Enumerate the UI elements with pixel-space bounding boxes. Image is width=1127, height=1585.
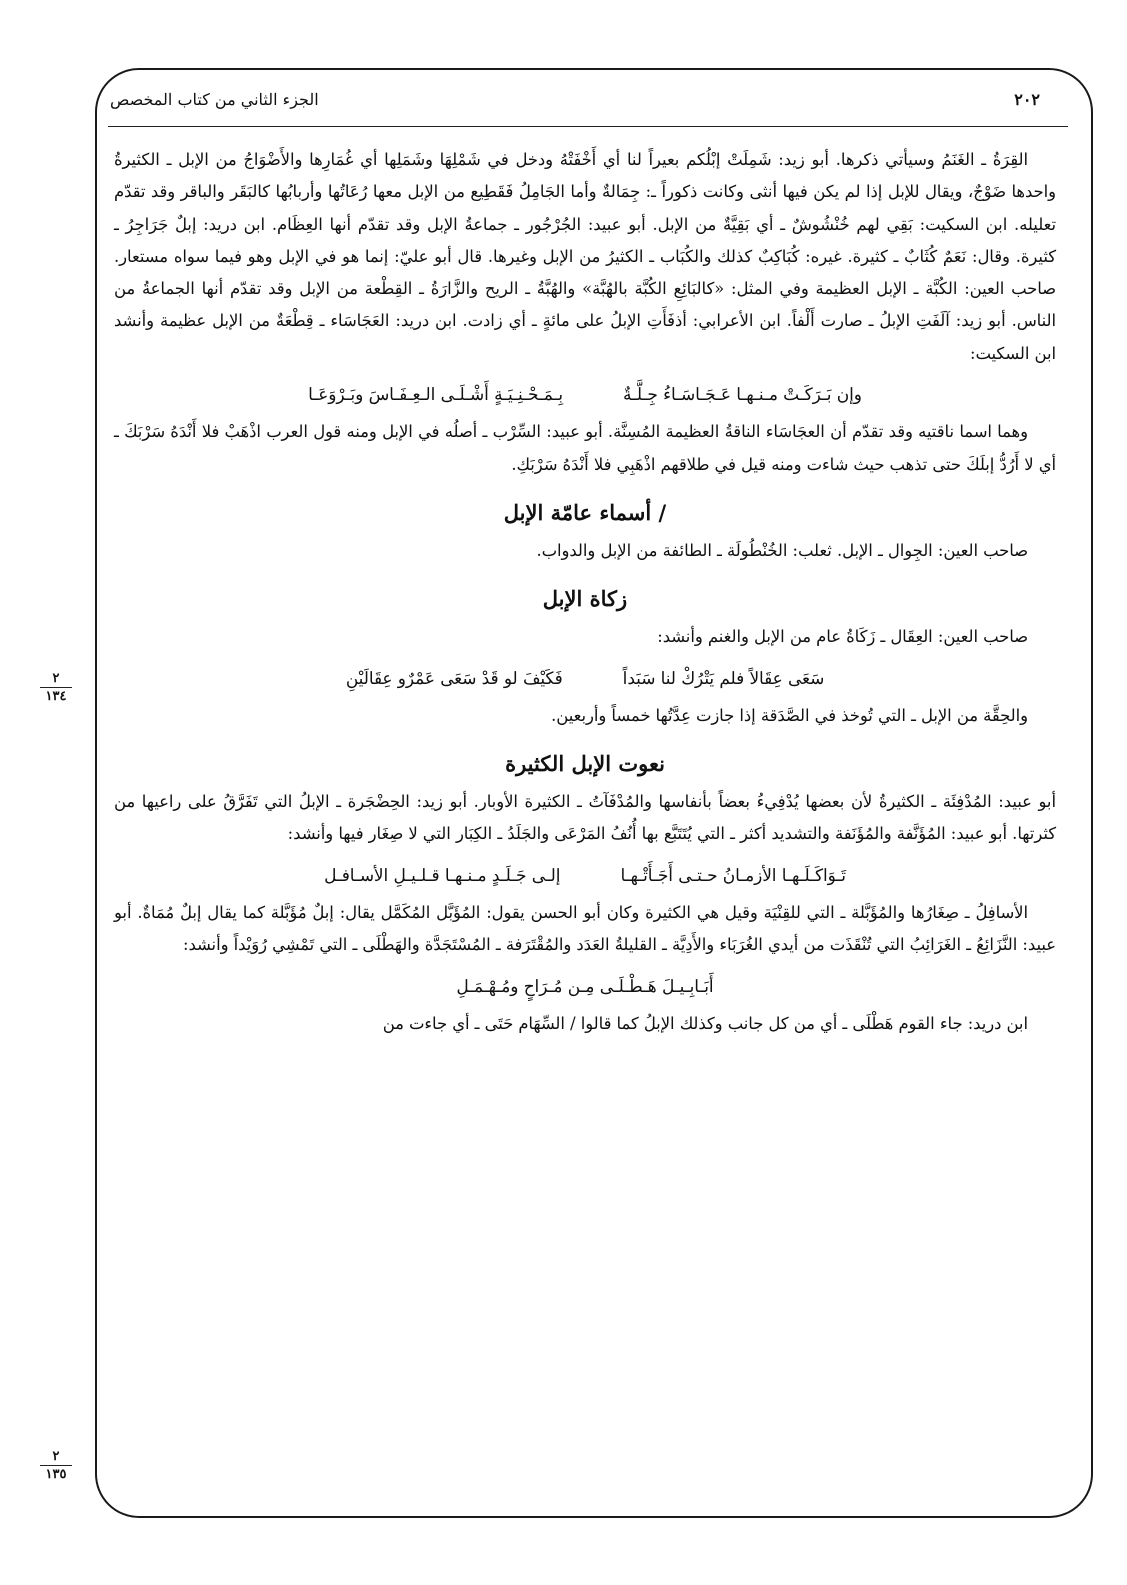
- paragraph: صاحب العين: العِقَال ـ زَكَاةُ عام من الإبل والغنم وأنشد:: [657, 627, 1028, 647]
- paragraph: والحِقَّة من الإبل ـ التي تُوخذ في الصَّدَقة إذا جازت عِدَّتُها خمساً وأربعين.: [551, 705, 1028, 725]
- marginal-part-number: ٢: [52, 1449, 60, 1464]
- paragraph: ابن دريد: جاء القوم هَطْلَى ـ أي من كل جانب وكذلك الإبلُ كما قالوا / السِّهَام حَتَى ـ أي جاءت من: [382, 1013, 1028, 1033]
- running-title: الجزء الثاني من كتاب المخصص: [110, 90, 319, 109]
- marginal-page-number: ١٣٤: [45, 689, 67, 704]
- verse-first-hemistich: سَعَى عِقَالاً فلم يَتْرُكْ لنا سَبَداً: [622, 667, 825, 688]
- page-header: [110, 84, 1060, 124]
- header-rule: [108, 126, 1068, 127]
- verse: [114, 859, 1056, 891]
- verse-first-hemistich: وإن بَـرَكَـتْ مـنـهـا عَـجَـاسَـاءُ جِـلَّـةٌ: [623, 384, 862, 405]
- verse-second-hemistich: بِـمَـحْـنِـيَـةٍ أَشْـلَـى الـعِـفَـاسَ وبَـرْوَعَـا: [308, 384, 563, 405]
- paragraph: صاحب العين: الجِوال ـ الإبل. ثعلب: الخُنْطُولَة ـ الطائفة من الإبل والدواب.: [536, 540, 1028, 560]
- paragraph: الأسافِلُ ـ صِغَارُها والمُؤَبَّلة ـ التي للقِنْيَة وقيل هي الكثيرة وكان أبو الحسن يقول: المُؤَبَّل المُكَمَّل يقال: إبلٌ مُؤَبَّلة كما يقال إبلٌ مُمَاةٌ. أبو عبيد: النَّزَائِعُ ـ الغَرَائِبُ التي تُنْقَذَت من أيدي الغُرَبَاء والأَدِيَّة ـ القليلةُ العَدَد والمُقْتَرَفة ـ المُسْتَجَدَّة والهَطْلَى ـ التي تَمْشِي رُوَيْداً وأنشد:: [114, 903, 1056, 955]
- verse-second-hemistich: إلـى جَـلَـدٍ مـنـهـا قـلـيـلِ الأسـافـل: [324, 864, 561, 885]
- verse-first-hemistich: تَـوَاكَـلَـهـا الأزمـانُ حـتـى أَجَـأَتْـهـا: [620, 864, 846, 885]
- paragraph: أبو عبيد: المُدْفِئَة ـ الكثيرةُ لأن بعضها يُدْفِيءُ بعضاً بأنفاسها والمُدْفَآتُ ـ الكثيرة الأوبار. أبو زيد: الحِضْجَرة ـ الإبلُ التي تَفَرَّقُ على راعيها من كثرتها. أبو عبيد: المُؤَنَّفة والمُؤَنَفة والتشديد أكثر ـ التي يُتَتَبَّع بها أُنُفُ المَرْعَى والجَلَدُ ـ الكِبَار التي لا صِغَار فيها وأنشد:: [114, 792, 1056, 844]
- section-heading: نعوت الإبل الكثيرة: [505, 751, 665, 777]
- marginal-reference: [40, 672, 72, 703]
- verse: [114, 970, 1056, 1002]
- verse: [114, 662, 1056, 694]
- fraction-bar: [40, 1465, 72, 1466]
- section-heading: / أسماء عامّة الإبل: [503, 499, 667, 525]
- section-heading: زكاة الإبل: [542, 586, 628, 612]
- page-number: ٢٠٢: [1014, 90, 1040, 109]
- paragraph: وهما اسما ناقتيه وقد تقدّم أن العجَاسَاء الناقةُ العظيمة المُسِنَّة. أبو عبيد: السِّرْب ـ أصلُه في الإبل ومنه قول العرب اذْهَبْ فلا أَنْدَهُ سَرْبَكَ ـ أي لا أَرُدُّ إبلَكَ حتى تذهب حيث شاءت ومنه قيل في طلاقهم اذْهَبِي فلا أَنْدَهُ سَرْبَكِ.: [114, 422, 1056, 474]
- marginal-page-number: ١٣٥: [45, 1467, 67, 1482]
- verse: [114, 378, 1056, 410]
- page-content: [114, 144, 1056, 1464]
- marginal-reference: [40, 1450, 72, 1481]
- verse-second-hemistich: فَكَيْفَ لو قَدْ سَعَى عَمْرٌو عِقَالَيْنِ: [345, 667, 563, 688]
- paragraph: القِرَةُ ـ الغَنَمُ وسيأتي ذكرها. أبو زيد: شَمِلَتْ إبْلُكم بعيراً لنا أي أَخْفَتْهُ ودخل في شَمْلِهَا وشَمَلِها أي غُمَارِها والأَضْوَاجُ من الإبل ـ الكثيرةُ واحدها ضَوْجٌ، ويقال للإبل إذا لم يكن فيها أنثى وكانت ذكوراً ـ: جِمَالةٌ وأما الجَامِلُ فَقَطِيع من الإبل معها رُعَاتُها وأربابُها كالبَقَر والباقر وقد تقدّم تعليله. ابن السكيت: بَقِي لهم خُنْشُوشٌ ـ أي بَقِيَّةٌ من الإبل. أبو عبيد: الجُرْجُور ـ جماعةُ الإبل وقد تقدّم أنها العِظَام. ابن دريد: إبلٌ جَرَاجِرُ ـ كثيرة. وقال: نَعَمٌ كُثَابٌ ـ كثيرة. غيره: كُبَاكِبٌ كذلك والكُبَاب ـ الكثيرُ من الإبل وغيرها. قال أبو عليّ: إنما هو في الإبل وهو فيما سواه مستعار. صاحب العين: الكُبَّة ـ الإبل العظيمة وفي المثل: «كالبَائِعِ الكُبَّة بالهُبَّة» والهُبَّةُ ـ الريح والزَّارَةُ ـ القِطْعة من الإبل وقد تقدّم أنها الجماعةُ من الناس. أبو زيد: آلَفَتِ الإبلُ ـ صارت أَلْفاً. ابن الأعرابي: أذفَأَتِ الإبلُ على مائةٍ ـ أي زادت. ابن دريد: العَجَاسَاء ـ قِطْعَةٌ من الإبل عظيمة وأنشد ابن السكيت:: [114, 150, 1056, 363]
- fraction-bar: [40, 687, 72, 688]
- verse-line: أَبَـابِـيـلَ هَـطْـلَـى مِـن مُـرَاحٍ ومُـهْـمَـلِ: [456, 975, 714, 996]
- marginal-part-number: ٢: [52, 671, 60, 686]
